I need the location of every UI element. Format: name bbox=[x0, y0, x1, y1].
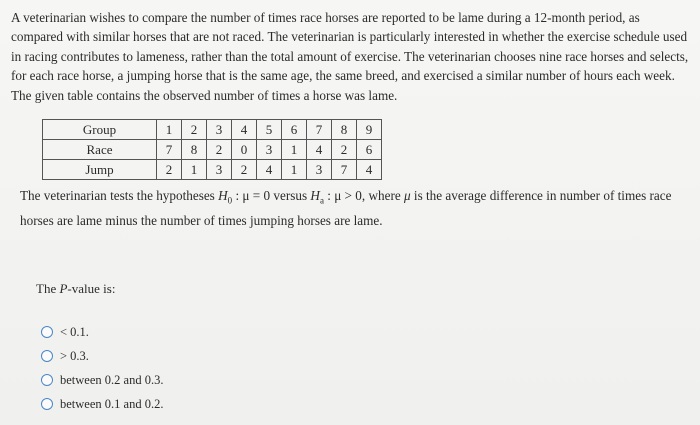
table-row-jump bbox=[43, 160, 382, 180]
prompt-text: The bbox=[36, 281, 60, 296]
table-cell: 1 bbox=[182, 160, 207, 180]
table-cell: 6 bbox=[282, 120, 307, 140]
radio-button-icon[interactable] bbox=[41, 398, 53, 410]
table-cell: 9 bbox=[357, 120, 382, 140]
option-label[interactable]: > 0.3. bbox=[60, 348, 89, 363]
intro-line: A veterinarian wishes to compare the number of times race horses are reported to be lame during a 12-month period, as bbox=[11, 10, 640, 25]
row-label: Jump bbox=[43, 160, 157, 180]
table-cell: 1 bbox=[157, 120, 182, 140]
table-cell: 3 bbox=[257, 140, 282, 160]
option-between-0-1-and-0-2[interactable] bbox=[41, 392, 163, 416]
h0-symbol: H bbox=[218, 188, 228, 203]
table-cell: 2 bbox=[157, 160, 182, 180]
hyp-text: is the average difference in number of times race bbox=[410, 188, 672, 203]
table-cell: 1 bbox=[282, 140, 307, 160]
table-cell: 0 bbox=[232, 140, 257, 160]
hypothesis-line: horses are lame minus the number of times jumping horses are lame. bbox=[20, 212, 383, 228]
row-label: Race bbox=[43, 140, 157, 160]
table-cell: 4 bbox=[307, 140, 332, 160]
table-cell: 3 bbox=[207, 160, 232, 180]
question-prompt bbox=[36, 281, 115, 297]
ha-relation: : μ > 0, where bbox=[323, 188, 404, 203]
intro-line: in racing contributes to lameness, rather than the total amount of exercise. The veterinarian chooses nine race horses and selects, bbox=[11, 48, 689, 64]
option-label[interactable]: < 0.1. bbox=[60, 324, 89, 339]
h0-relation: : μ = 0 versus bbox=[232, 188, 311, 203]
option-less-than-0-1[interactable] bbox=[41, 320, 163, 344]
table-cell: 6 bbox=[357, 140, 382, 160]
table-cell: 4 bbox=[232, 120, 257, 140]
table-row-group bbox=[43, 120, 382, 140]
option-label[interactable]: between 0.2 and 0.3. bbox=[60, 372, 164, 387]
intro-line: compared with similar horses that are not raced. The veterinarian is particularly interested in whether the exercise schedule used bbox=[11, 29, 688, 45]
table-cell: 3 bbox=[307, 160, 332, 180]
hypothesis-statement bbox=[20, 186, 690, 231]
radio-button-icon[interactable] bbox=[41, 350, 53, 362]
answer-options bbox=[41, 320, 163, 416]
mu-symbol: μ bbox=[404, 188, 411, 203]
hyp-text: The veterinarian tests the hypotheses bbox=[20, 188, 215, 203]
prompt-text: -value is: bbox=[67, 281, 116, 296]
table-cell: 2 bbox=[207, 140, 232, 160]
option-between-0-2-and-0-3[interactable] bbox=[41, 368, 163, 392]
table-cell: 8 bbox=[332, 120, 357, 140]
table-cell: 1 bbox=[282, 160, 307, 180]
table-cell: 3 bbox=[207, 120, 232, 140]
table-cell: 4 bbox=[257, 160, 282, 180]
table-cell: 7 bbox=[157, 140, 182, 160]
hypothesis-line bbox=[20, 186, 690, 211]
p-symbol: P bbox=[59, 281, 68, 296]
radio-button-icon[interactable] bbox=[41, 326, 53, 338]
table-cell: 2 bbox=[182, 120, 207, 140]
table-cell: 4 bbox=[357, 160, 382, 180]
intro-line: for each race horse, a jumping horse that is the same age, the same breed, and exercised a similar number of hours each week. bbox=[11, 68, 675, 84]
ha-subscript: a bbox=[319, 195, 324, 206]
table-row-race bbox=[43, 140, 382, 160]
radio-button-icon[interactable] bbox=[41, 374, 53, 386]
table-cell: 2 bbox=[232, 160, 257, 180]
table-cell: 8 bbox=[182, 140, 207, 160]
intro-line: The given table contains the observed number of times a horse was lame. bbox=[11, 87, 398, 103]
table-cell: 7 bbox=[307, 120, 332, 140]
row-label: Group bbox=[43, 120, 157, 140]
option-label[interactable]: between 0.1 and 0.2. bbox=[60, 396, 164, 411]
table-cell: 5 bbox=[257, 120, 282, 140]
table-cell: 2 bbox=[332, 140, 357, 160]
h0-subscript: 0 bbox=[227, 195, 233, 206]
table-cell: 7 bbox=[332, 160, 357, 180]
ha-symbol: H bbox=[310, 188, 320, 203]
lameness-table bbox=[42, 119, 382, 180]
problem-statement bbox=[11, 8, 693, 105]
option-greater-than-0-3[interactable] bbox=[41, 344, 163, 368]
